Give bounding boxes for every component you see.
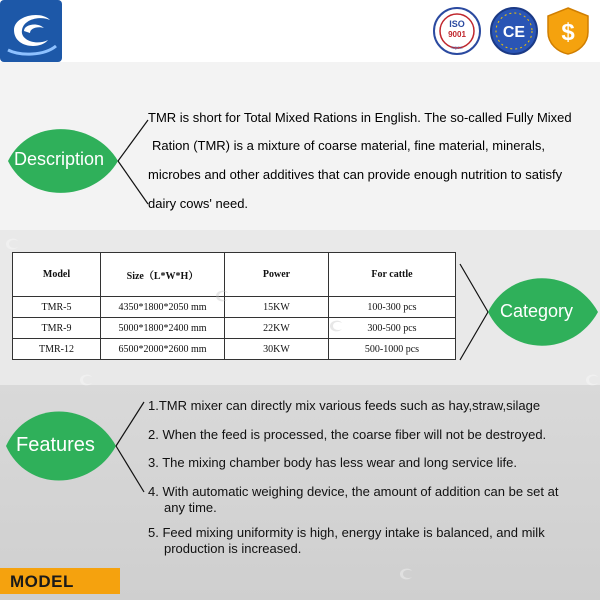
description-label: Description bbox=[14, 149, 105, 169]
watermark-logo-icon bbox=[78, 372, 94, 388]
col-header-model: Model bbox=[13, 253, 101, 297]
table-cell: 300-500 pcs bbox=[329, 318, 456, 339]
iso-9001-seal-icon bbox=[432, 6, 482, 56]
svg-text:9001: 9001 bbox=[448, 30, 466, 39]
table-cell: 6500*2000*2600 mm bbox=[101, 339, 225, 360]
table-cell: TMR-12 bbox=[13, 339, 101, 360]
col-header-power: Power bbox=[225, 253, 329, 297]
company-logo-icon bbox=[0, 0, 62, 62]
watermark-logo-icon bbox=[584, 372, 600, 388]
dollar-shield-icon bbox=[546, 6, 590, 56]
svg-text:CE: CE bbox=[502, 24, 526, 41]
table-row bbox=[13, 339, 456, 360]
features-label: Features bbox=[16, 434, 95, 456]
svg-text:SQCC: SQCC bbox=[451, 45, 463, 50]
model-label: MODEL bbox=[10, 572, 74, 591]
specification-table bbox=[12, 252, 456, 360]
table-cell: 22KW bbox=[225, 318, 329, 339]
feature-item-5-cont: production is increased. bbox=[164, 541, 302, 556]
description-line-4: dairy cows' need. bbox=[148, 196, 249, 211]
watermark-logo-icon bbox=[4, 236, 20, 252]
table-cell: 500-1000 pcs bbox=[329, 339, 456, 360]
table-cell: 30KW bbox=[225, 339, 329, 360]
feature-item-2: 2. When the feed is processed, the coarse fiber will not be destroyed. bbox=[148, 427, 547, 442]
table-header-row bbox=[13, 253, 456, 297]
col-header-for-cattle: For cattle bbox=[329, 253, 456, 297]
svg-text:$: $ bbox=[561, 19, 575, 46]
table-cell: TMR-9 bbox=[13, 318, 101, 339]
table-row bbox=[13, 318, 456, 339]
svg-text:ISO: ISO bbox=[449, 19, 465, 29]
model-tab bbox=[0, 568, 120, 594]
feature-item-4: 4. With automatic weighing device, the amount of addition can be set at bbox=[148, 484, 559, 499]
description-line-1: TMR is short for Total Mixed Rations in English. The so-called Fully Mixed bbox=[148, 110, 572, 125]
top-header bbox=[0, 0, 600, 62]
watermark-logo-icon bbox=[398, 566, 414, 582]
col-header-size: Size（L*W*H） bbox=[101, 253, 225, 297]
table-cell: 4350*1800*2050 mm bbox=[101, 297, 225, 318]
table-cell: 15KW bbox=[225, 297, 329, 318]
table-cell: 5000*1800*2400 mm bbox=[101, 318, 225, 339]
table-cell: TMR-5 bbox=[13, 297, 101, 318]
feature-item-4-cont: any time. bbox=[164, 500, 217, 515]
description-line-2: Ration (TMR) is a mixture of coarse material, fine material, minerals, bbox=[152, 138, 546, 153]
watermark-logo-icon bbox=[214, 288, 230, 304]
feature-item-5: 5. Feed mixing uniformity is high, energy intake is balanced, and milk bbox=[148, 525, 545, 540]
ce-mark-icon bbox=[489, 6, 539, 56]
table-cell: 100-300 pcs bbox=[329, 297, 456, 318]
feature-item-3: 3. The mixing chamber body has less wear and long service life. bbox=[148, 455, 518, 470]
category-label: Category bbox=[500, 301, 574, 321]
table-row bbox=[13, 297, 456, 318]
description-line-3: microbes and other additives that can provide enough nutrition to satisfy bbox=[148, 167, 563, 182]
feature-item-1: 1.TMR mixer can directly mix various feeds such as hay,straw,silage bbox=[148, 398, 541, 413]
watermark-logo-icon bbox=[328, 318, 344, 334]
